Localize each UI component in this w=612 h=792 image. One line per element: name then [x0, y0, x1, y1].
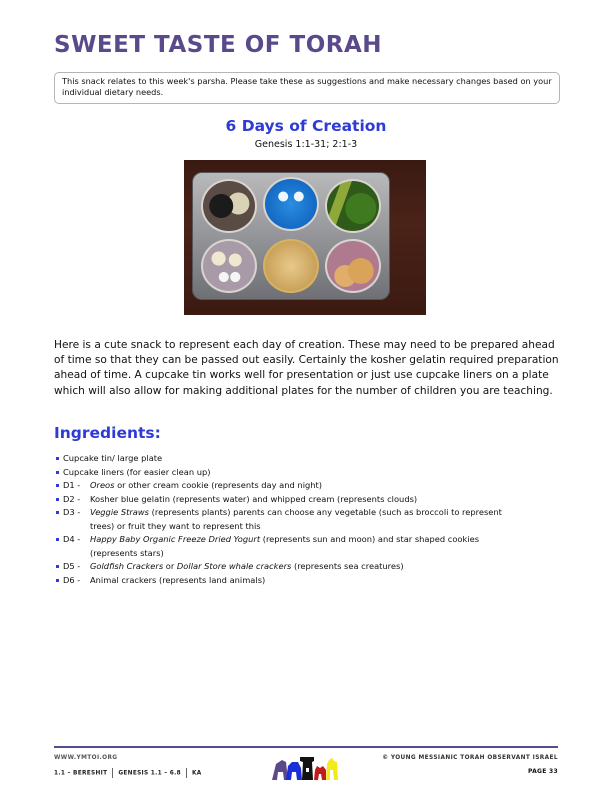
ingredient-item-day-4: D4 - Happy Baby Organic Freeze Dried Yogurt (represents sun and moon) and star shaped cookies (represents stars): [56, 533, 566, 560]
dietary-notice-text: This snack relates to this week's parsha. Please take these as suggestions and make necessary changes based on your individual dietary needs.: [62, 76, 552, 97]
bullet-icon: [56, 471, 59, 474]
footer-level: KA: [191, 770, 202, 777]
footer-passage: GENESIS 1.1 – 6.8: [118, 770, 181, 777]
intro-paragraph: Here is a cute snack to represent each day of creation. These may need to be prepared ahead of time so that they can be passed out easily. Certainly the kosher gelatin required preparation ahead of time. A cupcake tin works well for presentation or just use cupcake liners on a plate which will also allow for making additional plates for the number of children you are teaching.: [54, 339, 559, 397]
section-heading: 6 Days of Creation: [225, 117, 387, 135]
footer-lesson: 1.1 – BERESHIT: [54, 770, 108, 777]
ingredient-item-day-1: D1 - Oreos or other cream cookie (represents day and night): [56, 479, 566, 493]
footer-divider: [54, 746, 558, 748]
ingredient-item-day-3: D3 - Veggie Straws (represents plants) parents can choose any vegetable (such as broccoli to represent trees) or fruit they want to represent this: [56, 506, 566, 533]
cup-day2-gelatin: [263, 177, 319, 231]
footer-lesson-info: [54, 768, 202, 778]
footer-separator: [112, 768, 113, 778]
ingredient-item-day-5: D5 - Goldfish Crackers or Dollar Store whale crackers (represents sea creatures): [56, 560, 566, 574]
ingredient-item-day-6: D6 - Animal crackers (represents land animals): [56, 574, 566, 588]
page-title: SWEET TASTE OF TORAH: [54, 32, 383, 58]
bullet-icon: [56, 538, 59, 541]
ingredient-item: Cupcake liners (for easier clean up): [56, 466, 566, 480]
cup-day1-oreos: [201, 179, 257, 233]
cup-day4-yogurt-stars: [201, 239, 257, 293]
ingredients-list: [56, 452, 566, 587]
cup-day6-animal-crackers: [325, 239, 381, 293]
footer-separator: [186, 768, 187, 778]
dietary-notice-box: [54, 72, 560, 104]
footer-website-link[interactable]: WWW.YMTOI.ORG: [54, 755, 118, 761]
bullet-icon: [56, 511, 59, 514]
bullet-icon: [56, 498, 59, 501]
bullet-icon: [56, 484, 59, 487]
ingredient-item-day-2: D2 - Kosher blue gelatin (represents water) and whipped cream (represents clouds): [56, 493, 566, 507]
ymtoi-logo-icon: [268, 752, 344, 782]
bullet-icon: [56, 565, 59, 568]
cup-day3-veggies: [325, 179, 381, 233]
cup-day5-goldfish: [263, 239, 319, 293]
snack-photo: [184, 160, 426, 315]
footer-page-number: PAGE 33: [527, 768, 558, 775]
ingredient-item: Cupcake tin/ large plate: [56, 452, 566, 466]
bullet-icon: [56, 457, 59, 460]
scripture-reference: Genesis 1:1-31; 2:1-3: [254, 139, 358, 150]
ingredients-heading: Ingredients:: [54, 424, 161, 442]
cupcake-tin-illustration: [192, 172, 390, 300]
bullet-icon: [56, 579, 59, 582]
footer-copyright: © YOUNG MESSIANIC TORAH OBSERVANT ISRAEL: [382, 755, 558, 761]
